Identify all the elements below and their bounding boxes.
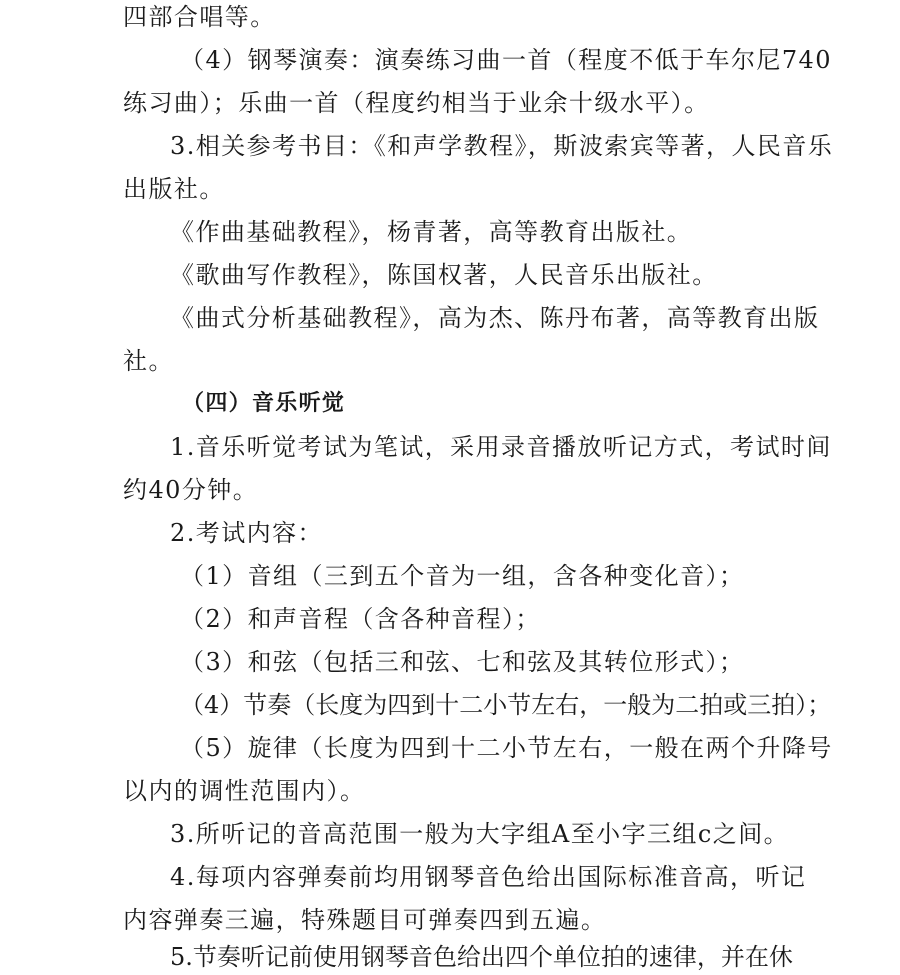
text-line: 内容弹奏三遍，特殊题目可弹奏四到五遍。 [123,906,607,934]
text-line: （2）和声音程（含各种音程）； [180,605,541,633]
text-line: 出版社。 [123,175,225,203]
text-line: 4.每项内容弹奏前均用钢琴音色给出国际标准音高，听记 [170,863,807,891]
text-line: 社。 [123,347,174,375]
text-line: 以内的调性范围内）。 [123,777,366,805]
section-heading: （四）音乐听觉 [182,391,346,416]
text-line: 1.音乐听觉考试为笔试，采用录音播放听记方式，考试时间 [170,433,832,461]
text-line: （4）钢琴演奏：演奏练习曲一首（程度不低于车尔尼740 [180,46,832,74]
text-line: 5.节奏听记前使用钢琴音色给出四个单位拍的速律，并在休 [170,943,793,971]
text-line: （4）节奏（长度为四到十二小节左右，一般为二拍或三拍）； [180,691,832,719]
text-line: 《歌曲写作教程》，陈国权著，人民音乐出版社。 [170,261,718,289]
text-line: 练习曲）；乐曲一首（程度约相当于业余十级水平）。 [123,89,710,117]
text-line: 2.考试内容： [170,519,323,547]
text-line: 《曲式分析基础教程》，高为杰、陈丹布著，高等教育出版 [170,304,820,332]
text-line: 约40分钟。 [123,476,259,504]
text-line: 四部合唱等。 [123,3,276,31]
text-line: 3.所听记的音高范围一般为大字组A至小字三组c之间。 [170,820,790,848]
text-line: （1）音组（三到五个音为一组，含各种变化音）； [180,562,745,590]
text-line: （3）和弦（包括三和弦、七和弦及其转位形式）； [180,648,745,676]
text-line: 3.相关参考书目：《和声学教程》，斯波索宾等著，人民音乐 [170,132,834,160]
text-line: （5）旋律（长度为四到十二小节左右，一般在两个升降号 [180,734,833,762]
text-line: 《作曲基础教程》，杨青著，高等教育出版社。 [170,218,693,246]
